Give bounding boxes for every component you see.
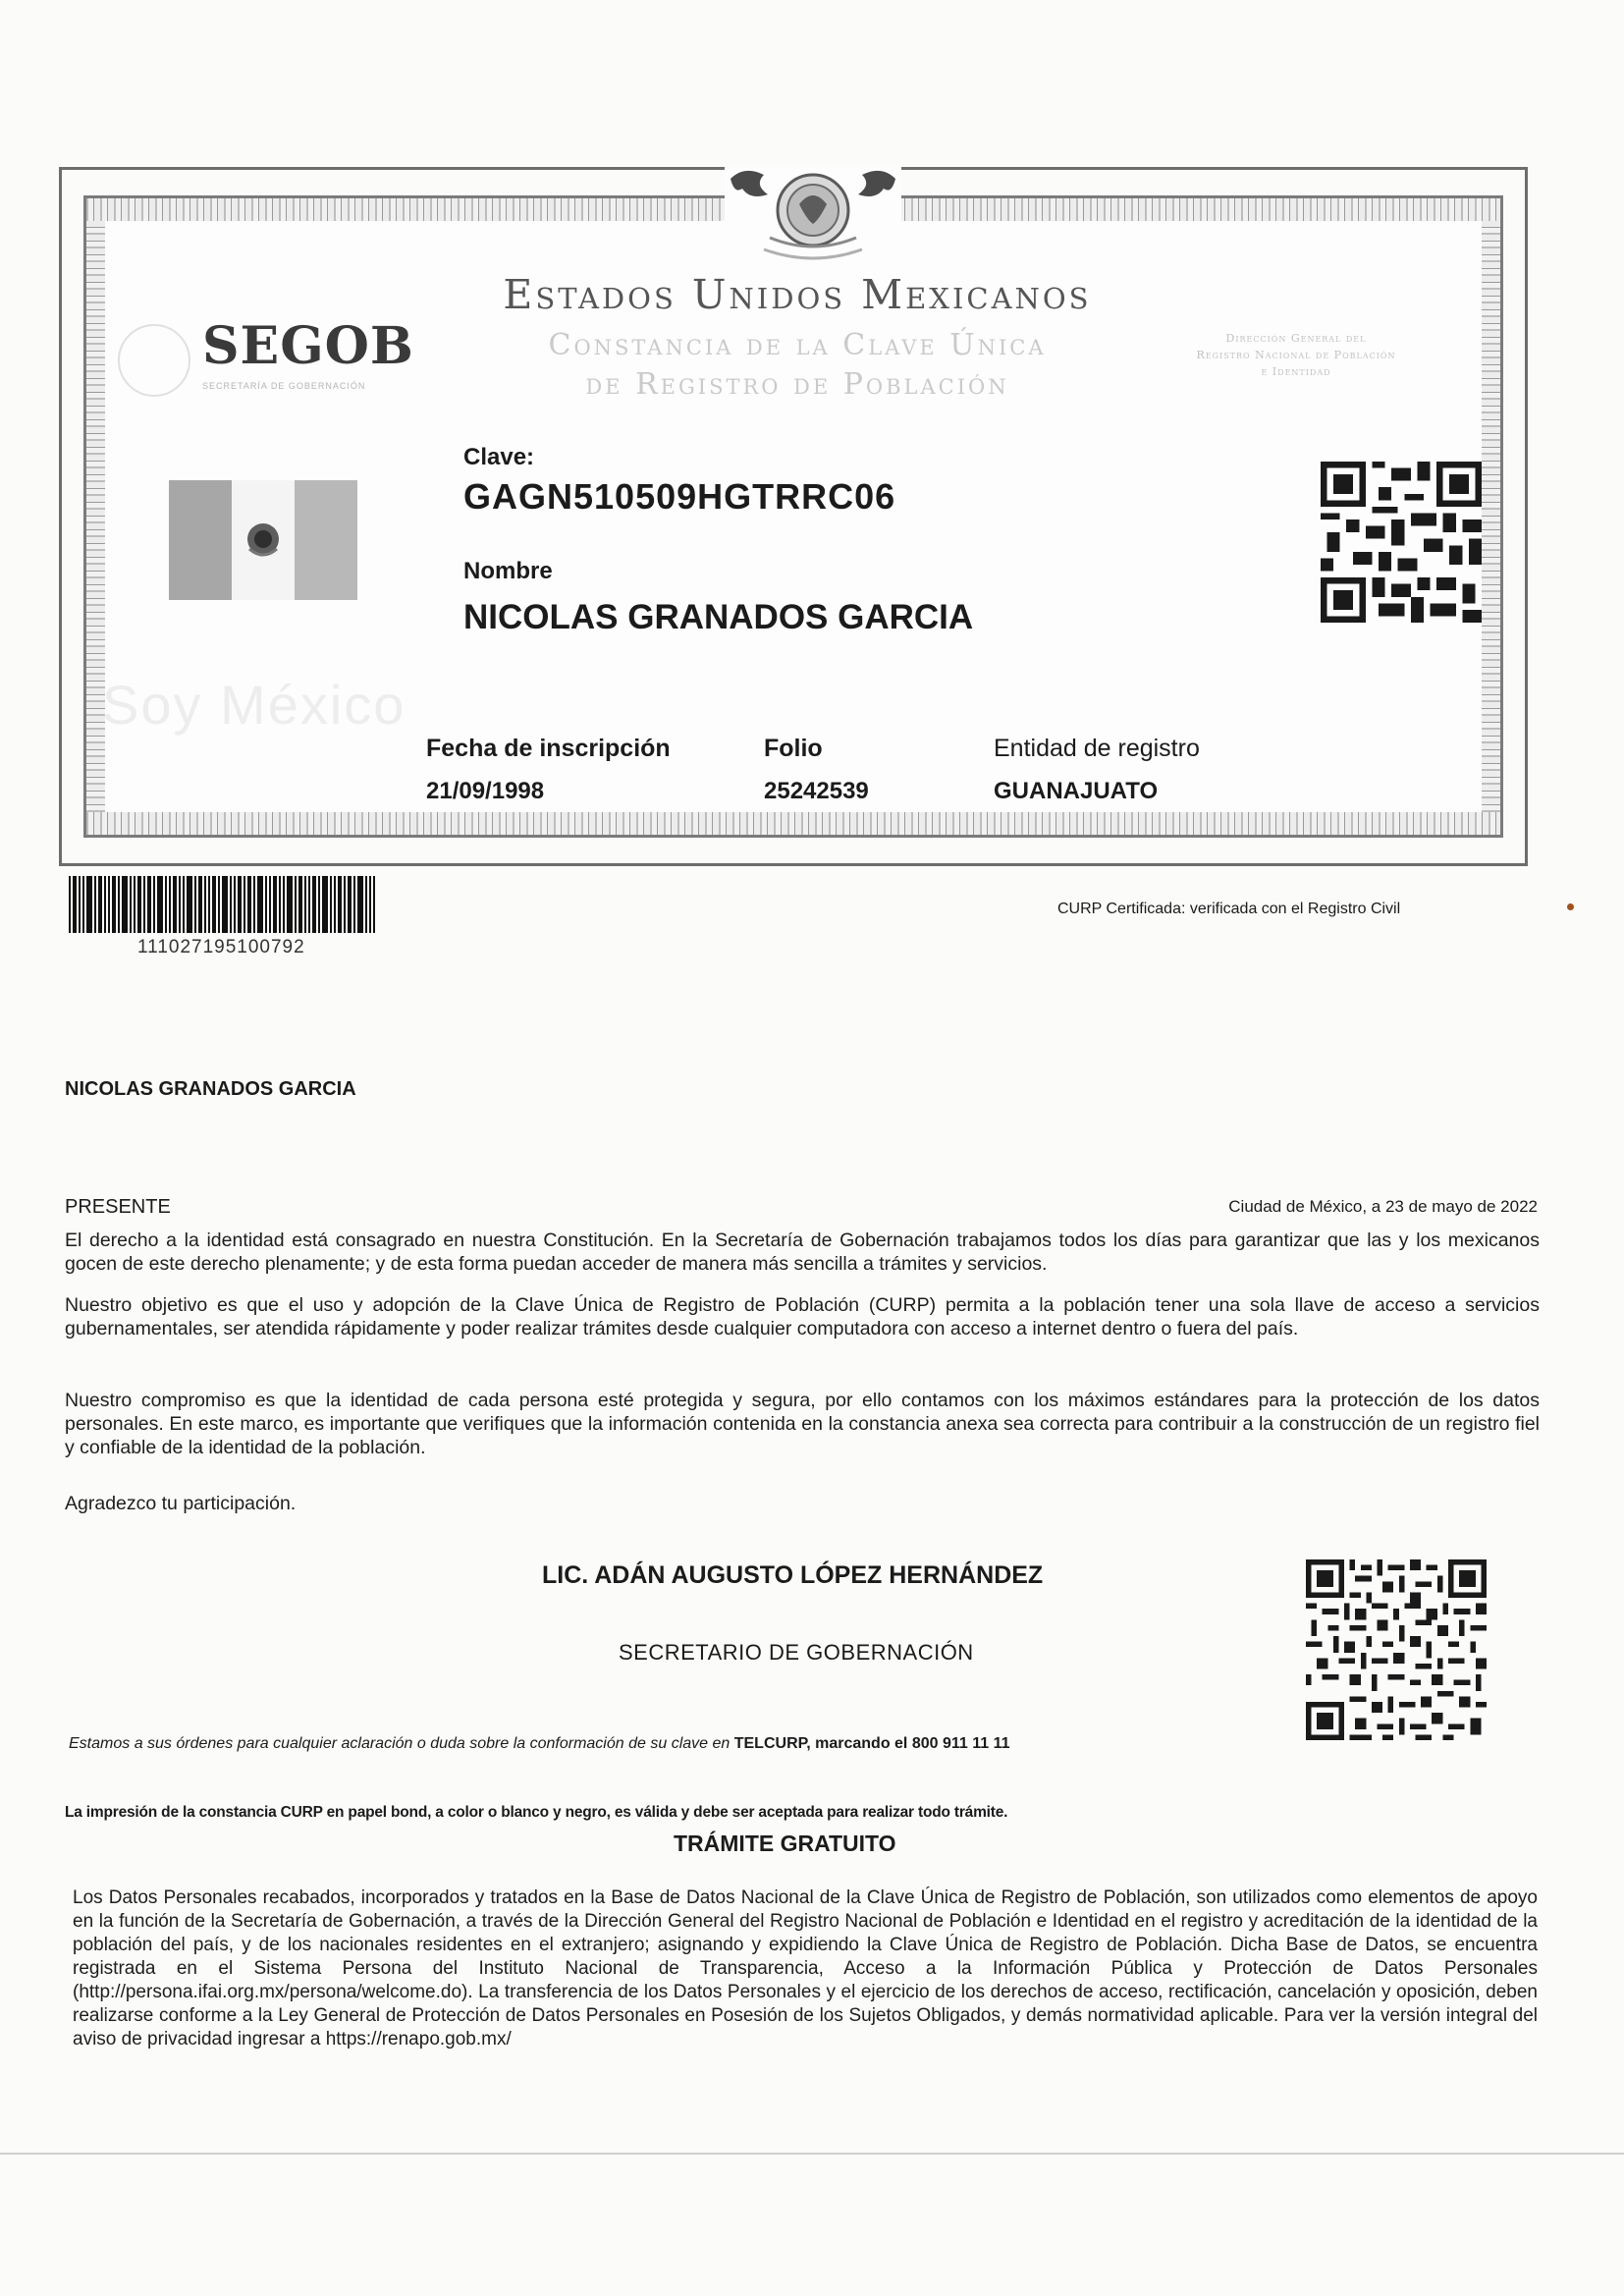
letter-recipient: NICOLAS GRANADOS GARCIA xyxy=(65,1078,356,1100)
telcurp-phone: TELCURP, marcando el 800 911 11 11 xyxy=(733,1735,1010,1752)
letter-qr-code-icon xyxy=(1306,1559,1487,1740)
letter-paragraph-2: Nuestro objetivo es que el uso y adopción de la Clave Única de Registro de Población (CURP) permita a la población tener una sola llave de acceso a servicios gubernamentales, ser atendida rápidamente y poder realizar trámites desde cualquier computadora con acceso a internet dentro o fuera del país. xyxy=(65,1294,1540,1339)
free-procedure-heading: TRÁMITE GRATUITO xyxy=(674,1831,896,1856)
segob-subtitle: SECRETARÍA DE GOBERNACIÓN xyxy=(202,381,366,391)
letter-paragraph-3: Nuestro compromiso es que la identidad de cada persona esté protegida y segura, por ello contamos con los máximos estándares para la protección de los datos personales. En este marco, es importante que verifiques que la información contenida en la constancia anexa sea correcta para contribuir a la construcción de un registro fiel y confiable de la identidad de la población. xyxy=(65,1390,1540,1458)
clave-label: Clave: xyxy=(463,444,535,470)
document-title-line1: Constancia de la Clave Única xyxy=(548,328,1047,362)
flag-white-stripe xyxy=(232,480,295,600)
letter-paragraph-4: Agradezco tu participación. xyxy=(65,1493,297,1514)
curp-value: GAGN510509HGTRRC06 xyxy=(463,476,896,517)
directorate-line2: Registro Nacional de Población xyxy=(1196,349,1396,361)
ink-dot-mark xyxy=(1567,903,1574,910)
soy-mexico-watermark: Soy México xyxy=(102,674,406,736)
flag-green-stripe xyxy=(169,480,232,600)
letter-paragraph-1: El derecho a la identidad está consagrado en nuestra Constitución. En la Secretaría de Gobernación trabajamos todos los días para garantizar que las y los mexicanos gocen de este derecho plenamente; y de esta forma puedan acceder de manera más sencilla a trámites y servicios. xyxy=(65,1230,1540,1275)
directorate-line1: Dirección General del xyxy=(1225,332,1367,345)
mexican-flag-icon xyxy=(169,480,357,600)
faint-seal-icon xyxy=(118,324,190,397)
national-coat-of-arms-icon xyxy=(725,165,901,267)
flag-eagle-icon xyxy=(232,480,295,600)
signer-name: LIC. ADÁN AUGUSTO LÓPEZ HERNÁNDEZ xyxy=(542,1561,1044,1589)
country-title: Estados Unidos Mexicanos xyxy=(503,271,1092,318)
entidad-registro-value: GUANAJUATO xyxy=(994,778,1159,804)
privacy-notice: Los Datos Personales recabados, incorporados y tratados en la Base de Datos Nacional de la Clave Única de Registro de Población, son utilizados como elementos de apoyo en la función de la Secretaría de Gobernación, a través de la Dirección General del Registro Nacional de Población e Identidad en el registro y acreditación de la identidad de la población del país, y de los nacionales residentes en el extranjero; asignando y expidiendo la Clave Única de Registro de Población. Dicha Base de Datos, se encuentra registrada en el Sistema Persona del Instituto Nacional de Transparencia, Acceso a la Información Pública y Protección de Datos Personales (http://persona.ifai.org.mx/persona/welcome.do). La transferencia de los Datos Personales y el ejercicio de los derechos de acceso, rectificación, cancelación y oposición, deben realizarse conforme a la Ley General de Protección de Datos Personales en Posesión de los Sujetos Obligados, y demás normatividad aplicable. Para ver la versión integral del aviso de privacidad ingresar a https://renapo.gob.mx/ xyxy=(73,1887,1538,2050)
telcurp-text: Estamos a sus órdenes para cualquier aclaración o duda sobre la conformación de su clave en xyxy=(69,1735,731,1752)
full-name-value: NICOLAS GRANADOS GARCIA xyxy=(463,598,974,636)
letter-presente: PRESENTE xyxy=(65,1196,171,1218)
signer-title: SECRETARIO DE GOBERNACIÓN xyxy=(619,1640,974,1665)
folio-label: Folio xyxy=(764,735,823,762)
entidad-registro-label: Entidad de registro xyxy=(994,735,1200,762)
scan-edge-line xyxy=(0,2153,1624,2155)
issuing-directorate xyxy=(1139,330,1453,380)
barcode-number: 111027195100792 xyxy=(137,937,305,957)
fecha-inscripcion-label: Fecha de inscripción xyxy=(426,735,671,762)
directorate-line3: e Identidad xyxy=(1261,365,1331,378)
telcurp-contact xyxy=(69,1735,1010,1753)
flag-red-stripe xyxy=(295,480,357,600)
nombre-label: Nombre xyxy=(463,558,553,584)
decorative-border-right xyxy=(1482,221,1500,812)
printing-validity-note: La impresión de la constancia CURP en papel bond, a color o blanco y negro, es válida y debe ser aceptada para realizar todo trámite. xyxy=(65,1804,1008,1821)
letter-date-place: Ciudad de México, a 23 de mayo de 2022 xyxy=(1228,1197,1538,1216)
certificate-qr-code-icon xyxy=(1321,462,1482,623)
decorative-border-bottom xyxy=(86,812,1500,835)
document-title-line2: de Registro de Población xyxy=(585,367,1009,402)
fecha-inscripcion-value: 21/09/1998 xyxy=(426,778,545,804)
folio-value: 25242539 xyxy=(764,778,869,804)
curp-certified-note: CURP Certificada: verificada con el Registro Civil xyxy=(1057,901,1401,917)
barcode-icon xyxy=(69,876,375,933)
segob-logo-text: SEGOB xyxy=(202,316,414,376)
